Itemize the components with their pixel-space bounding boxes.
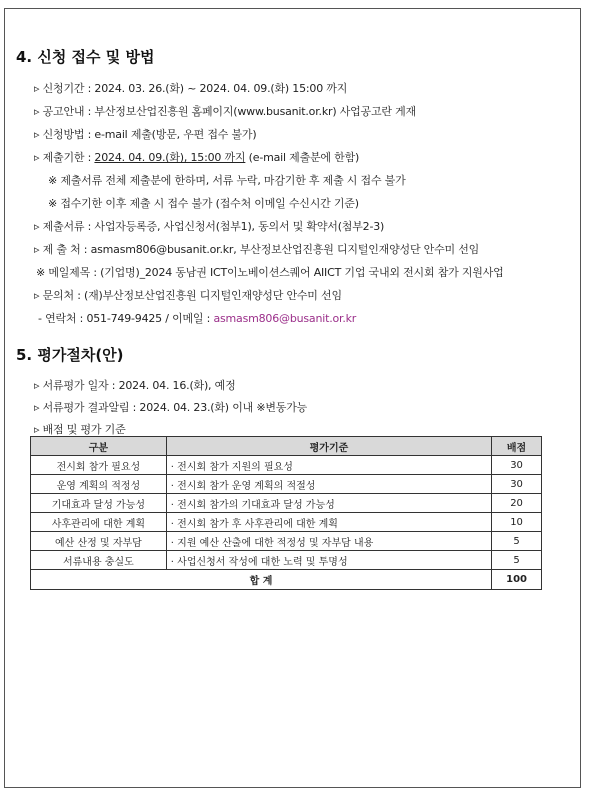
total-label: 합 계 bbox=[31, 570, 492, 590]
row-category: 운영 계획의 적정성 bbox=[31, 475, 167, 494]
submit-to: ▹ 제 출 처 : asmasm806@busanit.or.kr, 부산정보산업진흥원 디지털인재양성단 안수미 선임 bbox=[34, 243, 480, 256]
section4-title: 4. 신청 접수 및 방법 bbox=[16, 48, 155, 66]
header-category: 구분 bbox=[31, 437, 167, 456]
row-score: 10 bbox=[492, 513, 542, 532]
review-date: ▹ 서류평가 일자 : 2024. 04. 16.(화), 예정 bbox=[34, 379, 236, 392]
row-category: 전시회 참가 필요성 bbox=[31, 456, 167, 475]
row-category: 서류내용 충실도 bbox=[31, 551, 167, 570]
row-score: 5 bbox=[492, 532, 542, 551]
contact-prefix: - 연락처 : 051-749-9425 / 이메일 : bbox=[38, 312, 214, 325]
section5-title: 5. 평가절차(안) bbox=[16, 346, 124, 364]
deadline-date: 2024. 04. 09.(화), 15:00 까지 bbox=[94, 151, 246, 164]
row-criteria: · 지원 예산 산출에 대한 적정성 및 자부담 내용 bbox=[166, 532, 491, 551]
header-criteria: 평가기준 bbox=[166, 437, 491, 456]
table-row bbox=[31, 475, 542, 494]
apply-method: ▹ 신청방법 : e-mail 제출(방문, 우편 접수 불가) bbox=[34, 128, 257, 141]
deadline-suffix: (e-mail 제출분에 한함) bbox=[245, 151, 360, 164]
table-total-row bbox=[31, 570, 542, 590]
row-category: 예산 산정 및 자부담 bbox=[31, 532, 167, 551]
table-row bbox=[31, 513, 542, 532]
notice-info: ▹ 공고안내 : 부산정보산업진흥원 홈페이지(www.busanit.or.kr) 사업공고란 게재 bbox=[34, 105, 416, 118]
row-score: 30 bbox=[492, 475, 542, 494]
deadline-prefix: ▹ 제출기한 : bbox=[34, 151, 95, 164]
table-row bbox=[31, 456, 542, 475]
note-deadline: ※ 접수기한 이후 제출 시 접수 불가 (접수처 이메일 수신시간 기준) bbox=[48, 197, 359, 210]
table-row bbox=[31, 494, 542, 513]
apply-period: ▹ 신청기간 : 2024. 03. 26.(화) ~ 2024. 04. 09.(화) 15:00 까지 bbox=[34, 82, 348, 95]
note-documents: ※ 제출서류 전체 제출분에 한하며, 서류 누락, 마감기한 후 제출 시 접수 불가 bbox=[48, 174, 406, 187]
row-category: 사후관리에 대한 계획 bbox=[31, 513, 167, 532]
header-score: 배점 bbox=[492, 437, 542, 456]
table-row bbox=[31, 532, 542, 551]
evaluation-table bbox=[30, 436, 542, 590]
contact-line bbox=[38, 310, 356, 326]
table-header-row bbox=[31, 437, 542, 456]
document-page bbox=[4, 8, 581, 788]
row-category: 기대효과 달성 가능성 bbox=[31, 494, 167, 513]
row-criteria: · 전시회 참가 후 사후관리에 대한 계획 bbox=[166, 513, 491, 532]
total-score: 100 bbox=[492, 570, 542, 590]
contact-email-link[interactable]: asmasm806@busanit.or.kr bbox=[213, 312, 357, 325]
submit-docs: ▹ 제출서류 : 사업자등록증, 사업신청서(첨부1), 동의서 및 확약서(첨부2-3) bbox=[34, 220, 385, 233]
review-result-date: ▹ 서류평가 결과알림 : 2024. 04. 23.(화) 이내 ※변동가능 bbox=[34, 401, 308, 414]
row-criteria: · 전시회 참가 운영 계획의 적절성 bbox=[166, 475, 491, 494]
row-score: 20 bbox=[492, 494, 542, 513]
table-row bbox=[31, 551, 542, 570]
inquiry: ▹ 문의처 : (재)부산정보산업진흥원 디지털인재양성단 안수미 선임 bbox=[34, 289, 342, 302]
row-criteria: · 전시회 참가의 기대효과 달성 가능성 bbox=[166, 494, 491, 513]
deadline-line bbox=[34, 149, 359, 165]
scoring-criteria-heading: ▹ 배점 및 평가 기준 bbox=[34, 423, 126, 436]
row-criteria: · 사업신청서 작성에 대한 노력 및 투명성 bbox=[166, 551, 491, 570]
row-score: 30 bbox=[492, 456, 542, 475]
row-score: 5 bbox=[492, 551, 542, 570]
row-criteria: · 전시회 참가 지원의 필요성 bbox=[166, 456, 491, 475]
mail-subject: ※ 메일제목 : (기업명)_2024 동남권 ICT이노베이션스퀘어 AIICT 기업 국내외 전시회 참가 지원사업 bbox=[36, 266, 504, 279]
